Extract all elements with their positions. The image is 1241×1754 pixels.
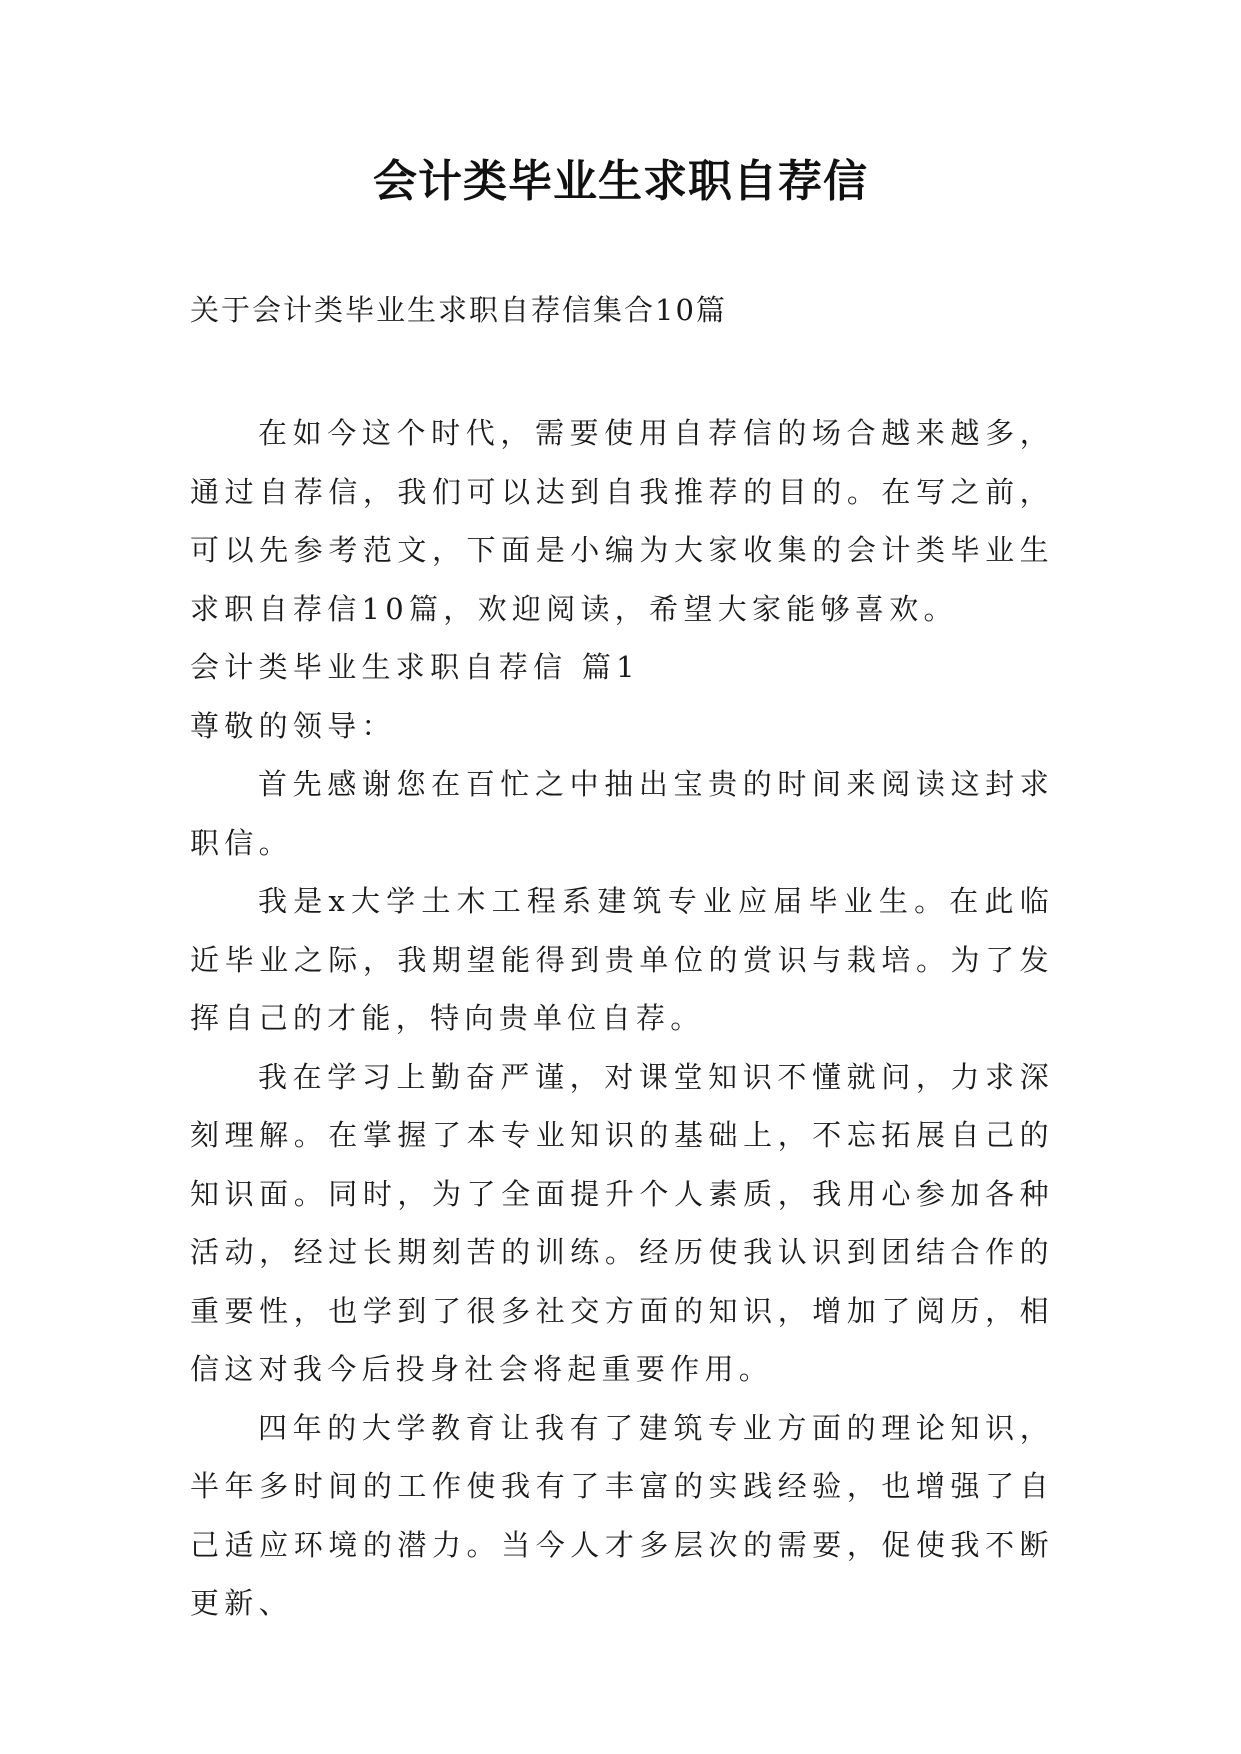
document-body <box>190 404 1054 1633</box>
intro-paragraph: 在如今这个时代，需要使用自荐信的场合越来越多，通过自荐信，我们可以达到自我推荐的目的。在写之前，可以先参考范文，下面是小编为大家收集的会计类毕业生求职自荐信10篇，欢迎阅读，希望大家能够喜欢。 <box>190 416 1054 626</box>
body-paragraph: 首先感谢您在百忙之中抽出宝贵的时间来阅读这封求职信。 <box>190 767 1054 860</box>
document-subtitle: 关于会计类毕业生求职自荐信集合10篇 <box>190 293 727 327</box>
body-paragraph: 我是x大学土木工程系建筑专业应届毕业生。在此临近毕业之际，我期望能得到贵单位的赏识与栽培。为了发挥自己的才能，特向贵单位自荐。 <box>190 884 1054 1035</box>
salutation: 尊敬的领导： <box>190 708 396 743</box>
body-paragraph: 我在学习上勤奋严谨，对课堂知识不懂就问，力求深刻理解。在掌握了本专业知识的基础上，不忘拓展自己的知识面。同时，为了全面提升个人素质，我用心参加各种活动，经过长期刻苦的训练。经历使我认识到团结合作的重要性，也学到了很多社交方面的知识，增加了阅历，相信这对我今后投身社会将起重要作用。 <box>190 1059 1054 1386</box>
section-heading: 会计类毕业生求职自荐信 篇1 <box>190 650 640 684</box>
document-title: 会计类毕业生求职自荐信 <box>373 156 868 207</box>
body-paragraph: 四年的大学教育让我有了建筑专业方面的理论知识，半年多时间的工作使我有了丰富的实践经验，也增强了自己适应环境的潜力。当今人才多层次的需要，促使我不断更新、 <box>190 1410 1054 1620</box>
